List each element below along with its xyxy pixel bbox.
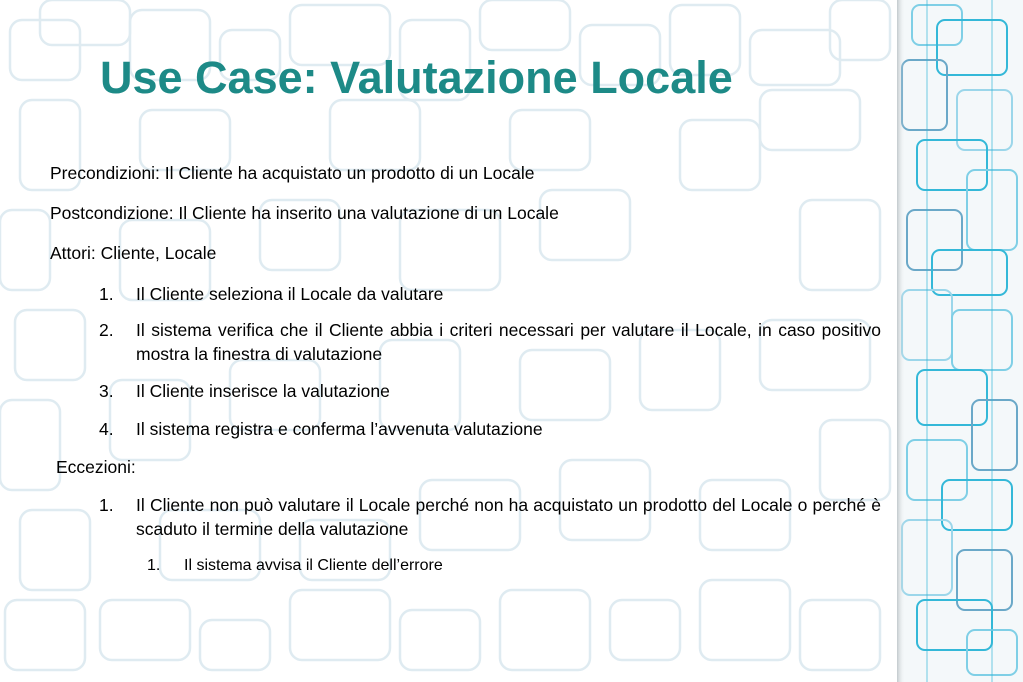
- list-number: 1.: [99, 284, 114, 304]
- list-text: Il sistema registra e conferma l’avvenuta valutazione: [136, 419, 543, 439]
- list-number: 1.: [147, 557, 161, 574]
- list-number: 1.: [99, 495, 114, 515]
- list-text: Il Cliente non può valutare il Locale perché non ha acquistato un prodotto del Locale o perché è scaduto il termine della valutazione: [136, 495, 881, 539]
- decorative-border: [897, 0, 1023, 682]
- list-number: 4.: [99, 419, 114, 439]
- list-text: Il Cliente seleziona il Locale da valutare: [136, 284, 444, 304]
- slide-title: Use Case: Valutazione Locale: [100, 52, 733, 103]
- list-number: 2.: [99, 320, 114, 340]
- postcondizione-text: Postcondizione: Il Cliente ha inserito una valutazione di un Locale: [50, 203, 559, 223]
- list-text: Il sistema avvisa il Cliente dell’errore: [184, 557, 443, 574]
- list-text: Il Cliente inserisce la valutazione: [136, 381, 390, 401]
- list-number: 3.: [99, 381, 114, 401]
- list-text: Il sistema verifica che il Cliente abbia i criteri necessari per valutare il Locale, in caso positivo mostra la finestra di valutazione: [136, 320, 881, 364]
- eccezioni-label: Eccezioni:: [56, 457, 136, 477]
- precondizioni-text: Precondizioni: Il Cliente ha acquistato un prodotto di un Locale: [50, 163, 535, 183]
- attori-text: Attori: Cliente, Locale: [50, 243, 217, 263]
